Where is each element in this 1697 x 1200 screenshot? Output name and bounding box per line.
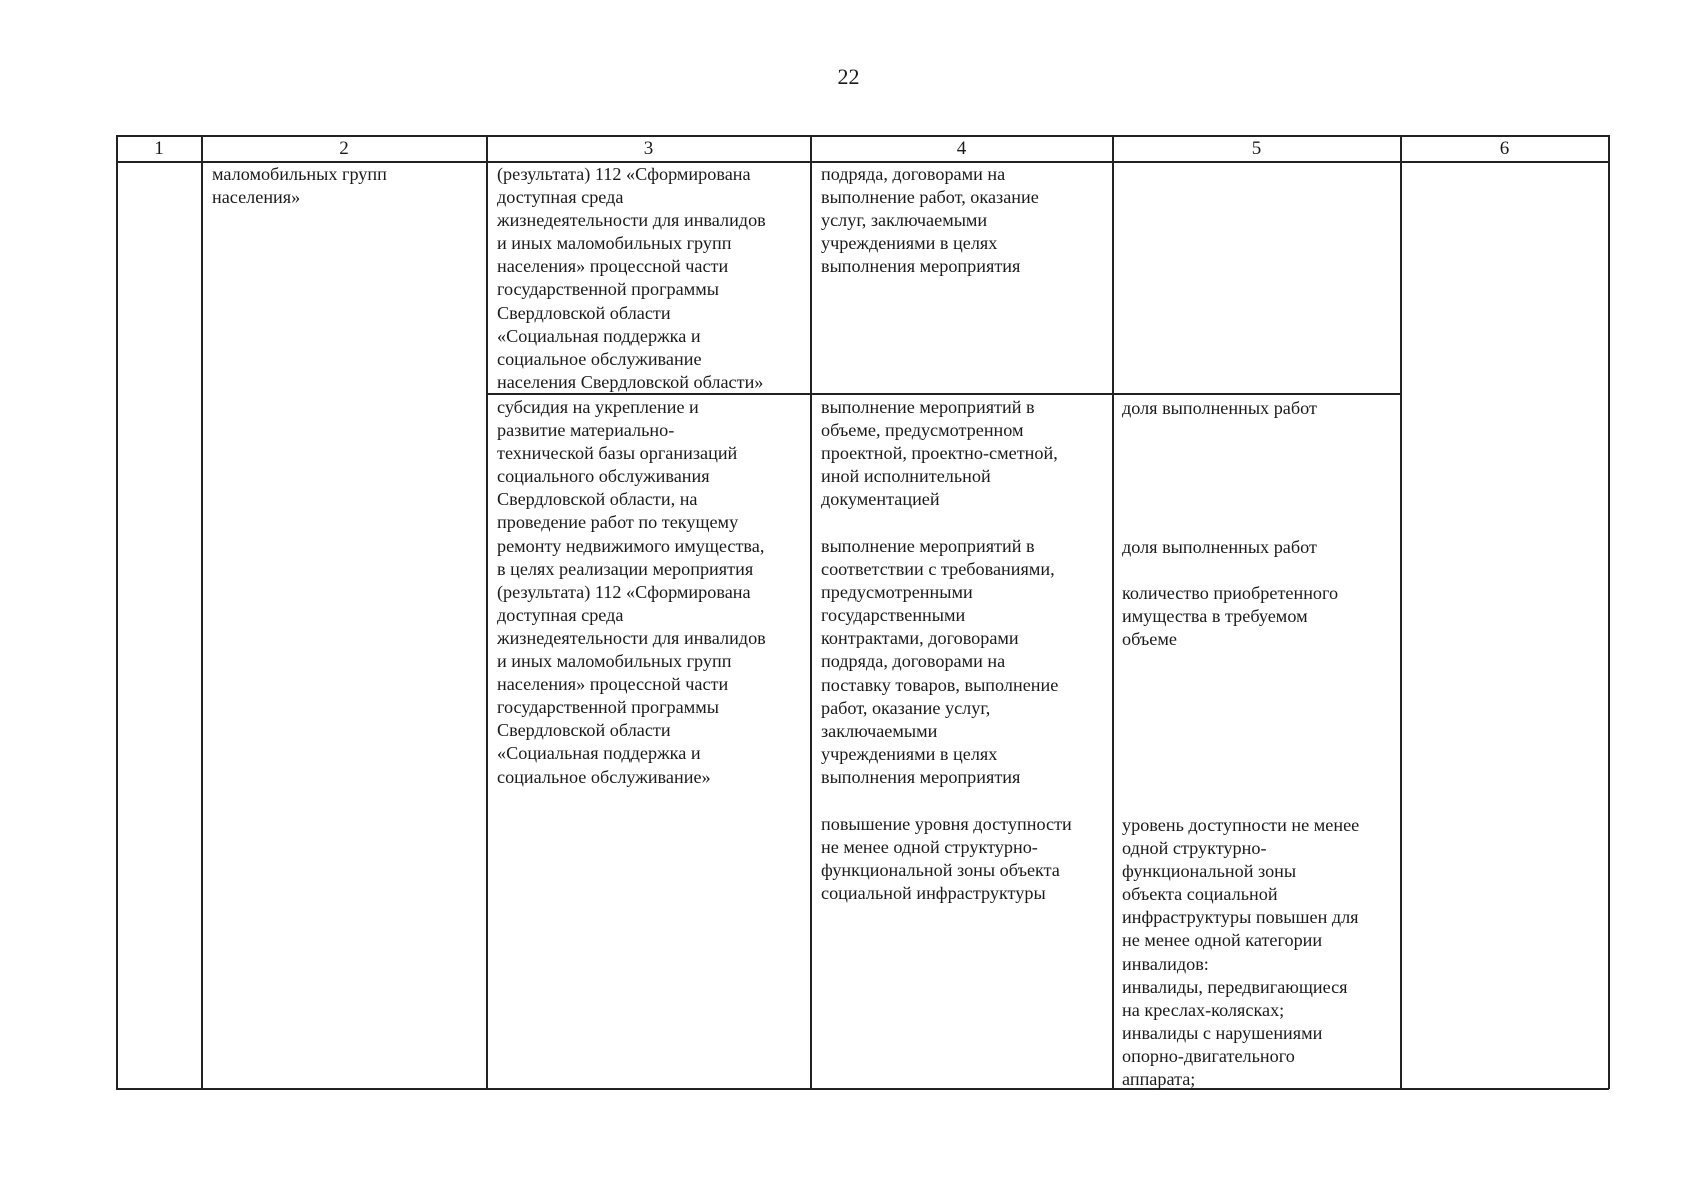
table-top-border — [116, 135, 1609, 137]
header-col-4: 4 — [956, 138, 967, 159]
page-number: 22 — [837, 64, 860, 89]
row2-col5-text-a: доля выполненных работ — [1122, 398, 1317, 418]
column-divider-5 — [1400, 135, 1402, 1089]
row2-col5-text-d: уровень доступности не менее одной структурно- функциональной зоны объекта социальной инфраструктуры повышен для не менее одной категории инвалидов: инвалиды, передвигающиеся на креслах-колясках; инвалиды с нарушениями опорно-двигательного аппарата; — [1122, 815, 1360, 1090]
header-col-6: 6 — [1499, 138, 1510, 159]
column-divider-1 — [201, 135, 203, 1089]
column-divider-3 — [810, 135, 812, 1089]
row2-col4-text-a: выполнение мероприятий в объеме, предусмотренном проектной, проектно-сметной, иной исполнительной документацией — [821, 397, 1058, 510]
column-divider-4 — [1112, 135, 1114, 1089]
row2-col4-text-b: выполнение мероприятий в соответствии с требованиями, предусмотренными государственными контрактами, договорами подряда, договорами на поставку товаров, выполнение работ, оказание услуг, заключаемыми учреждениями в целях выполнения мероприятия — [821, 536, 1059, 787]
table-left-border — [116, 135, 118, 1089]
row1-col3-text: (результата) 112 «Сформирована доступная среда жизнедеятельности для инвалидов и иных маломобильных групп населения» процессной части государственной программы Свердловской области «Социальная поддержка и социальное обслуживание населения Свердловской области» — [497, 164, 766, 392]
header-col-3: 3 — [643, 138, 654, 159]
row1-col2-text: маломобильных групп населения» — [212, 164, 387, 208]
row2-col4-text-c: повышение уровня доступности не менее одной структурно- функциональной зоны объекта социальной инфраструктуры — [821, 814, 1072, 904]
header-col-5: 5 — [1251, 138, 1262, 159]
header-col-1: 1 — [154, 138, 164, 159]
header-col-2: 2 — [339, 138, 349, 159]
row2-col5-text-b: доля выполненных работ — [1122, 537, 1317, 557]
column-divider-2 — [486, 135, 488, 1089]
row2-col3-text: субсидия на укрепление и развитие материально- технической базы организаций социального обслуживания Свердловской области, на проведение работ по текущему ремонту недвижимого имущества, в целях реализации мероприятия (результата) 112 «Сформирована доступная среда жизнедеятельности для инвалидов и иных маломобильных групп населения» процессной части государственной программы Свердловской области «Социальная поддержка и социальное обслуживание» — [497, 397, 766, 787]
row1-col4-text: подряда, договорами на выполнение работ, оказание услуг, заключаемыми учреждениями в целях выполнения мероприятия — [821, 164, 1039, 277]
table-right-border — [1608, 135, 1610, 1089]
row2-col5-text-c: количество приобретенного имущества в требуемом объеме — [1122, 583, 1339, 650]
